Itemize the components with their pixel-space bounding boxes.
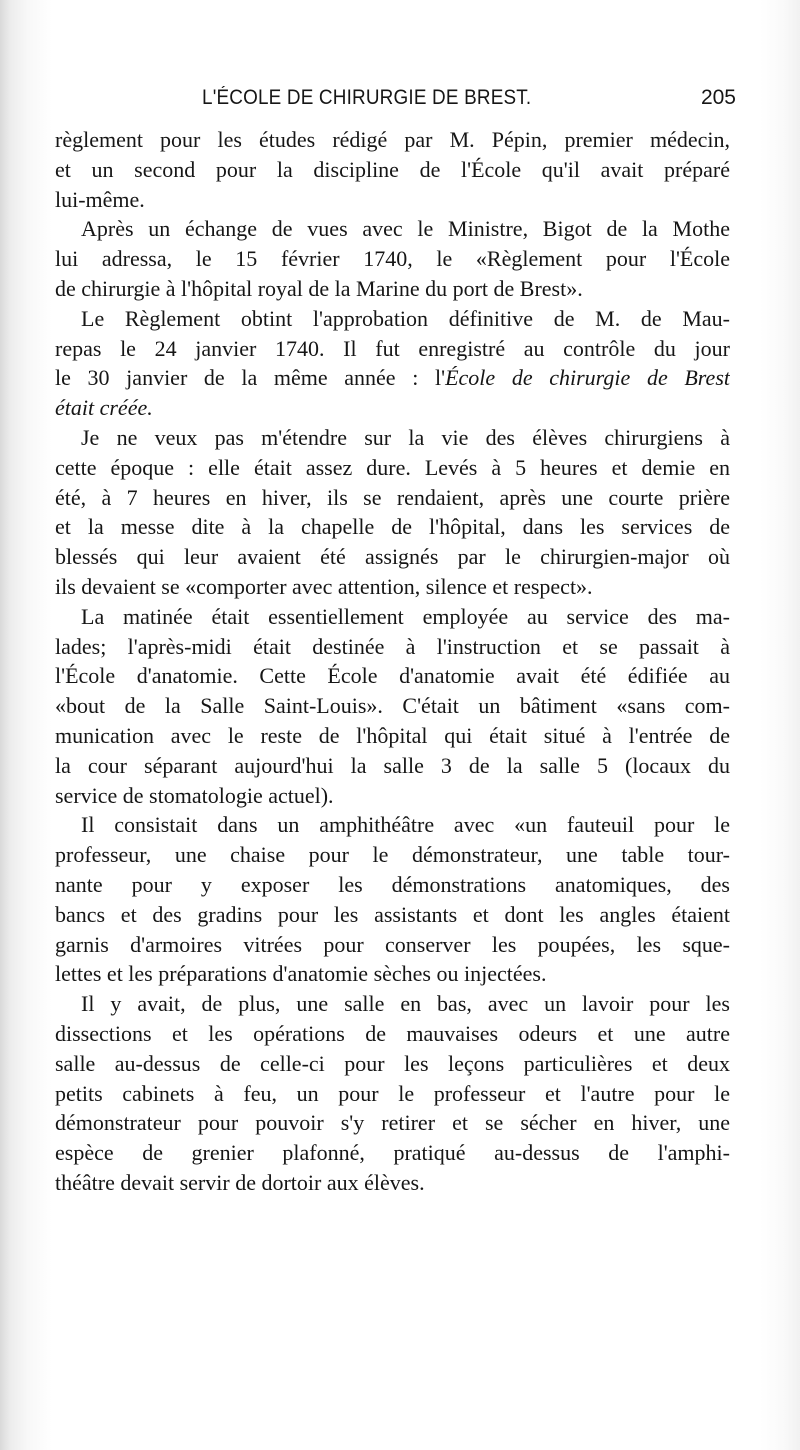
text-line: l'École d'anatomie. Cette École d'anatomie avait été édifiée au [55, 663, 730, 689]
text-line: service de stomatologie actuel). [55, 782, 334, 808]
text-line: dissections et les opérations de mauvaises odeurs et une autre [55, 1020, 730, 1046]
text-line [55, 393, 730, 423]
text-line: blessés qui leur avaient été assignés par le chirurgien-major où [55, 544, 730, 570]
body-text [55, 125, 730, 1198]
text-line: salle au-dessus de celle-ci pour les leçons particulières et deux [55, 1050, 730, 1076]
text-fragment: le 30 janvier de la même année : l' [55, 365, 446, 391]
text-line: démonstrateur pour pouvoir s'y retirer et se sécher en hiver, une [55, 1110, 730, 1136]
text-line: Il consistait dans un amphithéâtre avec «un fauteuil pour le [81, 812, 730, 838]
text-line: de chirurgie à l'hôpital royal de la Marine du port de Brest». [55, 275, 583, 301]
text-line: Après un échange de vues avec le Ministre, Bigot de la Mothe [81, 216, 730, 242]
text-line: Il y avait, de plus, une salle en bas, avec un lavoir pour les [81, 991, 730, 1017]
running-head [56, 86, 736, 116]
text-line: Le Règlement obtint l'approbation définitive de M. de Mau- [81, 305, 730, 331]
text-line: espèce de grenier plafonné, pratiqué au-dessus de l'amphi- [55, 1140, 730, 1166]
page-number: 205 [700, 86, 736, 109]
text-line: lades; l'après-midi était destinée à l'instruction et se passait à [55, 633, 730, 659]
text-line: munication avec le reste de l'hôpital qui était situé à l'entrée de [55, 722, 730, 748]
text-line: «bout de la Salle Saint-Louis». C'était un bâtiment «sans com- [55, 693, 730, 719]
text-line: règlement pour les études rédigé par M. Pépin, premier médecin, [55, 127, 730, 152]
text-line: la cour séparant aujourd'hui la salle 3 de la salle 5 (locaux du [55, 752, 730, 778]
text-line: cette époque : elle était assez dure. Levés à 5 heures et demie en [55, 454, 730, 480]
text-line-with-italic [55, 363, 730, 393]
italic-phrase-end: était créée. [55, 395, 153, 421]
text-line: petits cabinets à feu, un pour le professeur et l'autre pour le [55, 1080, 730, 1106]
text-line: ils devaient se «comporter avec attention, silence et respect». [55, 573, 593, 599]
text-line: et la messe dite à la chapelle de l'hôpital, dans les services de [55, 514, 730, 540]
text-line: repas le 24 janvier 1740. Il fut enregistré au contrôle du jour [55, 335, 730, 361]
text-line: garnis d'armoires vitrées pour conserver les poupées, les sque- [55, 931, 730, 957]
text-line: nante pour y exposer les démonstrations anatomiques, des [55, 871, 730, 897]
text-line: été, à 7 heures en hiver, ils se rendaient, après une courte prière [55, 484, 730, 510]
text-line: lui adressa, le 15 février 1740, le «Règlement pour l'École [55, 246, 730, 272]
text-line: Je ne veux pas m'étendre sur la vie des élèves chirurgiens à [81, 424, 730, 450]
running-title: L'ÉCOLE DE CHIRURGIE DE BREST. [202, 86, 532, 109]
italic-phrase: École de chirurgie de Brest [445, 365, 730, 391]
text-line: théâtre devait servir de dortoir aux élèves. [55, 1169, 425, 1195]
text-line: lettes et les préparations d'anatomie sèches ou injectées. [55, 961, 547, 987]
text-line: La matinée était essentiellement employée au service des ma- [81, 603, 730, 629]
text-line: et un second pour la discipline de l'École qu'il avait préparé [55, 156, 730, 182]
text-line: bancs et des gradins pour les assistants et dont les angles étaient [55, 901, 730, 927]
text-line: professeur, une chaise pour le démonstrateur, une table tour- [55, 842, 730, 868]
text-line: lui-même. [55, 186, 145, 212]
